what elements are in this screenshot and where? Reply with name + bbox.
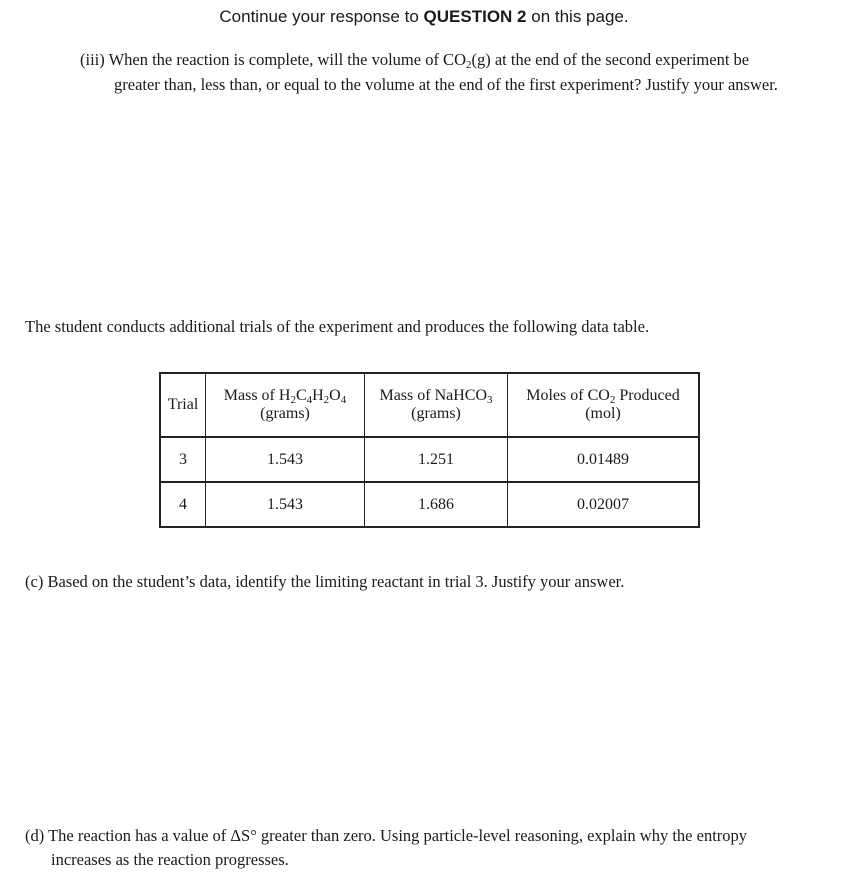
header-mass-acid: Mass of $H_2C_4H_2O_4$ (grams) <box>206 373 365 437</box>
question-d-label: (d) <box>25 826 45 845</box>
question-d <box>25 824 835 872</box>
cell-mass-bicarb: 1.686 <box>365 482 508 527</box>
question-iii-label: (iii) <box>80 50 105 69</box>
table-row <box>160 437 699 482</box>
question-c <box>25 572 624 592</box>
cell-moles-co2: 0.02007 <box>508 482 700 527</box>
question-iii-text-a: When the reaction is complete, will the volume of CO <box>108 50 466 69</box>
header-trial: Trial <box>160 373 206 437</box>
question-iii-text-b: (g) at the end of the second experiment be <box>471 50 750 69</box>
cell-mass-acid: 1.543 <box>206 437 365 482</box>
question-iii-sub: 2 <box>465 59 472 71</box>
question-c-text: Based on the student’s data, identify the limiting reactant in trial 3. Justify your answer. <box>47 572 625 591</box>
header-prefix: Continue your response to <box>219 7 419 26</box>
cell-mass-acid: 1.543 <box>206 482 365 527</box>
page-header <box>0 7 848 27</box>
question-iii-line2: greater than, less than, or equal to the volume at the end of the first experiment? Justify your answer. <box>114 75 778 94</box>
cell-trial: 3 <box>160 437 206 482</box>
cell-mass-bicarb: 1.251 <box>365 437 508 482</box>
cell-moles-co2: 0.01489 <box>508 437 700 482</box>
data-table <box>159 372 700 528</box>
cell-trial: 4 <box>160 482 206 527</box>
header-question-number: QUESTION 2 <box>423 7 527 26</box>
question-d-line2: increases as the reaction progresses. <box>51 850 289 869</box>
question-c-label: (c) <box>25 572 44 591</box>
table-row <box>160 482 699 527</box>
table-intro: The student conducts additional trials of the experiment and produces the following data table. <box>25 317 650 336</box>
header-suffix: on this page. <box>531 7 629 26</box>
question-iii <box>80 47 840 97</box>
question-d-line1: The reaction has a value of ΔS° greater than zero. Using particle-level reasoning, explain why the entropy <box>48 826 748 845</box>
header-mass-bicarb: Mass of NaHCO$_3$ (grams) <box>365 373 508 437</box>
header-moles-co2: Moles of $CO_2$ Produced (mol) <box>508 373 700 437</box>
table-header-row <box>160 373 699 437</box>
